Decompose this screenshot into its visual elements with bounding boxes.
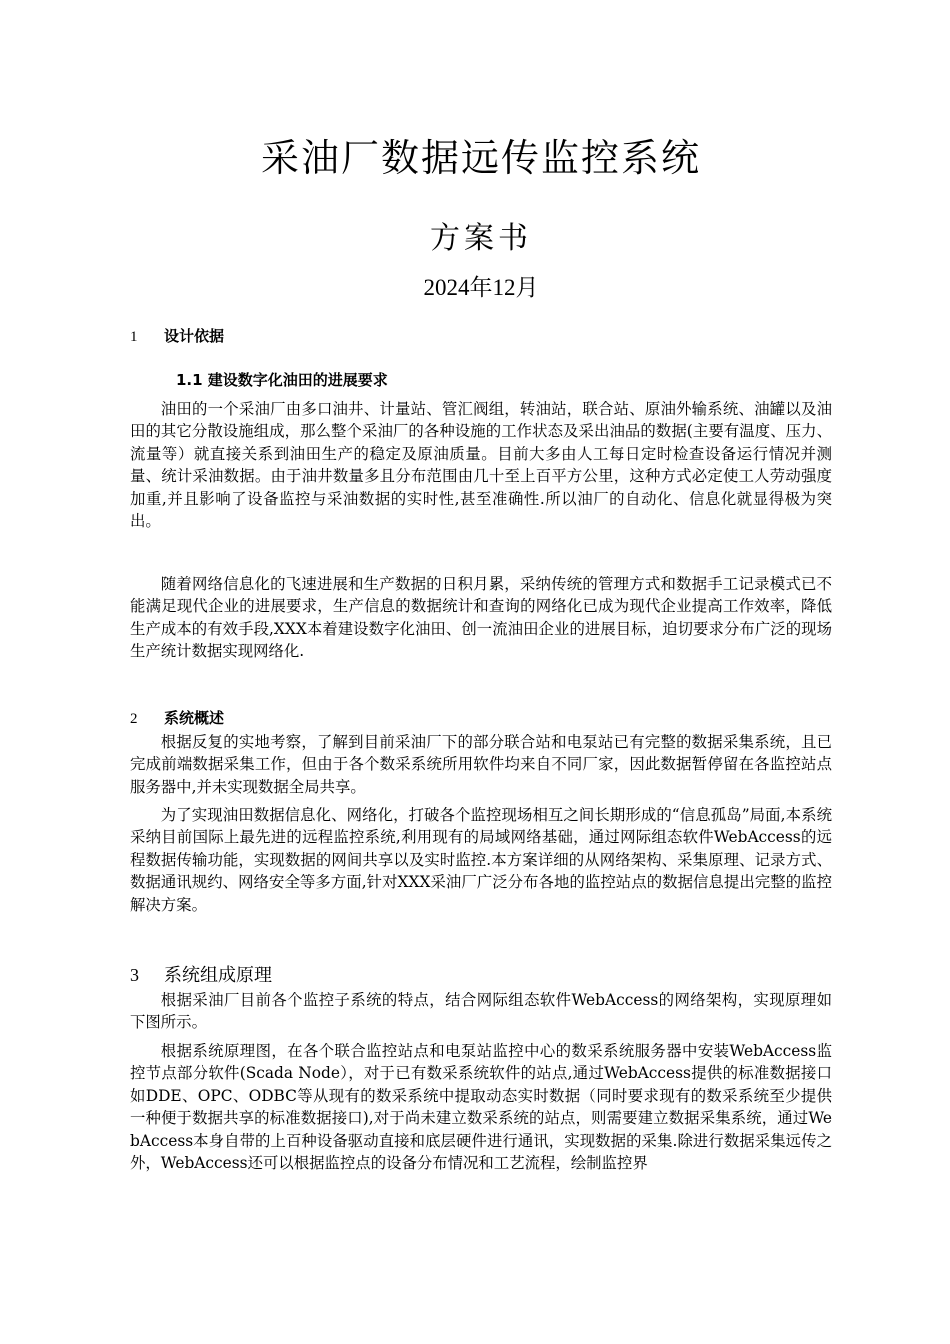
section-2-heading [130, 707, 224, 730]
section-title: 系统组成原理 [164, 965, 272, 986]
document-subtitle: 方案书 [430, 221, 532, 256]
paragraph: 为了实现油田数据信息化、网络化，打破各个监控现场相互之间长期形成的“信息孤岛”局面,本系统采纳目前国际上最先进的远程监控系统,利用现有的局域网络基础，通过网际组态软件WebAccess的远程数据传输功能，实现数据的网间共享以及实时监控.本方案详细的从网络架构、采集原理、记录方式、数据通讯规约、网络安全等多方面,针对XXX采油厂广泛分布各地的监控站点的数据信息提出完整的监控解决方案。 [130, 806, 832, 914]
document-title: 采油厂数据远传监控系统 [260, 136, 701, 180]
paragraph: 根据系统原理图，在各个联合监控站点和电泵站监控中心的数采系统服务器中安装WebAccess监控节点部分软件(Scada Node），对于已有数采系统软件的站点,通过WebAccess提供的标准数据接口如DDE、OPC、ODBC等从现有的数采系统中提取动态实时数据（同时要求现有的数采系统至少提供一种便于数据共享的标准数据接口),对于尚未建立数采系统的站点，则需要建立数据采集系统，通过WebAccess本身自带的上百种设备驱动直接和底层硬件进行通讯，实现数据的采集.除进行数据采集远传之外，WebAccess还可以根据监控点的设备分布情况和工艺流程，绘制监控界 [130, 1042, 832, 1173]
section-title: 系统概述 [164, 709, 225, 727]
section-title: 设计依据 [164, 327, 225, 345]
subsection-1-1-heading: 1.1 建设数字化油田的进展要求 [176, 371, 388, 389]
section-3-heading [130, 964, 272, 987]
paragraph: 随着网络信息化的飞速进展和生产数据的日积月累，采纳传统的管理方式和数据手工记录模式已不能满足现代企业的进展要求，生产信息的数据统计和查询的网络化已成为现代企业提高工作效率，降低生产成本的有效手段,XXX本着建设数字化油田、创一流油田企业的进展目标，迫切要求分布广泛的现场生产统计数据实现网络化. [130, 575, 832, 661]
section-number: 2 [130, 711, 138, 727]
paragraph: 根据反复的实地考察，了解到目前采油厂下的部分联合站和电泵站已有完整的数据采集系统，且已完成前端数据采集工作，但由于各个数采系统所用软件均来自不同厂家，因此数据暂停留在各监控站点服务器中,并未实现数据全局共享。 [130, 733, 832, 796]
document-date: 2024年12月 [423, 275, 539, 300]
section-1-heading [130, 325, 224, 348]
paragraph: 油田的一个采油厂由多口油井、计量站、管汇阀组，转油站，联合站、原油外输系统、油罐以及油田的其它分散设施组成，那么整个采油厂的各种设施的工作状态及采出油品的数据(主要有温度、压力、流量等）就直接关系到油田生产的稳定及原油质量。目前大多由人工每日定时检查设备运行情况并测量、统计采油数据。由于油井数量多且分布范围由几十至上百平方公里，这种方式必定使工人劳动强度加重,并且影响了设备监控与采油数据的实时性,甚至准确性.所以油厂的自动化、信息化就显得极为突出。 [130, 400, 832, 531]
paragraph: 根据采油厂目前各个监控子系统的特点，结合网际组态软件WebAccess的网络架构，实现原理如下图所示。 [130, 991, 832, 1032]
section-number: 3 [130, 965, 139, 985]
section-number: 1 [130, 329, 138, 345]
